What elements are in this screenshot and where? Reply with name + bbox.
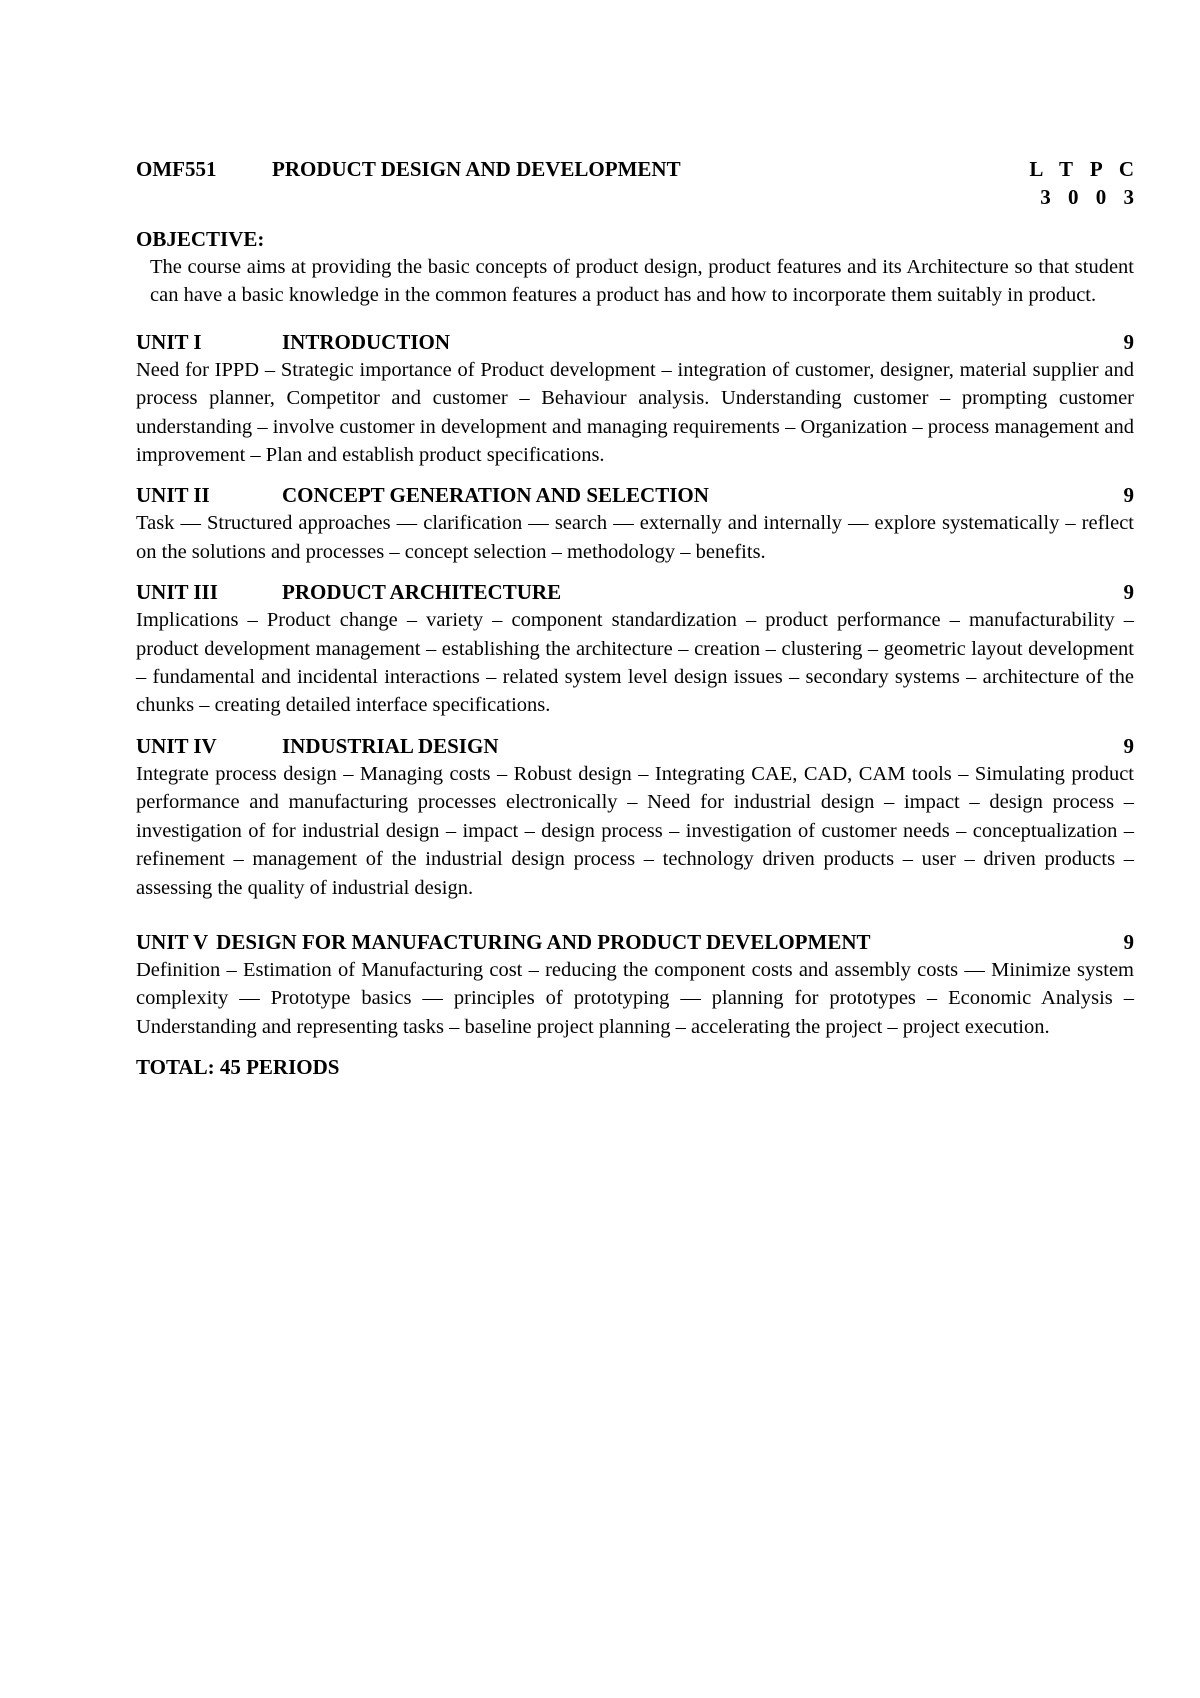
unit-body: Implications – Product change – variety – component standardization – product performance – manufacturability – product development management – establishing the architecture – creation – clustering – geometric layout development – fundamental and incidental interactions – related system level design issues – secondary systems – architecture of the chunks – creating detailed interface specifications. (136, 609, 1134, 717)
unit-section-3 (136, 578, 1134, 720)
course-header (136, 155, 1140, 183)
unit-hours: 9 (1123, 929, 1134, 954)
unit-section-5 (136, 928, 1134, 1041)
unit-title: CONCEPT GENERATION AND SELECTION (282, 483, 709, 508)
unit-number: UNIT III (136, 580, 218, 605)
unit-title: PRODUCT ARCHITECTURE (282, 580, 562, 605)
unit-section-4 (136, 732, 1134, 902)
unit-header (136, 481, 1134, 509)
objective-text: The course aims at providing the basic concepts of product design, product features and its Architecture so that student can have a basic knowledge in the common features a product has and how to incorporate them suitably in product. (150, 256, 1134, 307)
unit-number: UNIT IV (136, 733, 217, 758)
objective-heading: OBJECTIVE: (136, 227, 265, 251)
unit-hours: 9 (1123, 483, 1134, 508)
unit-title: INTRODUCTION (282, 329, 451, 354)
unit-header (136, 928, 1134, 956)
unit-number: UNIT II (136, 483, 210, 508)
unit-hours: 9 (1123, 329, 1134, 354)
unit-number: UNIT V (136, 929, 209, 954)
unit-header (136, 578, 1134, 606)
unit-title: DESIGN FOR MANUFACTURING AND PRODUCT DEVELOPMENT (216, 929, 871, 954)
course-code: OMF551 (136, 157, 217, 181)
ltpc-labels: L T P C (1029, 157, 1140, 181)
unit-hours: 9 (1123, 580, 1134, 605)
unit-body: Integrate process design – Managing costs – Robust design – Integrating CAE, CAD, CAM tools – Simulating product performance and manufacturing processes electronically – Need for industrial design – impact – design process – investigation of for industrial design – impact – design process – investigation of customer needs – conceptualization – refinement – management of the industrial design process – technology driven products – user – driven products – assessing the quality of industrial design. (136, 762, 1134, 899)
syllabus-page (136, 155, 1140, 1081)
unit-body: Need for IPPD – Strategic importance of Product development – integration of customer, designer, material supplier and process planner, Competitor and customer – Behaviour analysis. Understanding customer – prompting customer understanding – involve customer in development and managing requirements – Organization – process management and improvement – Plan and establish product specifications. (136, 358, 1134, 467)
unit-header (136, 328, 1134, 356)
unit-body: Definition – Estimation of Manufacturing cost – reducing the component costs and assembly costs — Minimize system complexity — Prototype basics — principles of prototyping — planning for prototypes – Economic Analysis – Understanding and representing tasks – baseline project planning – accelerating the project – project execution. (136, 958, 1134, 1038)
unit-title: INDUSTRIAL DESIGN (282, 733, 499, 758)
unit-number: UNIT I (136, 329, 202, 354)
total-periods: TOTAL: 45 PERIODS (136, 1055, 340, 1080)
unit-header (136, 732, 1134, 760)
ltpc-values: 3 0 0 3 (1040, 185, 1140, 209)
unit-hours: 9 (1123, 733, 1134, 758)
unit-body: Task — Structured approaches — clarification — search — externally and internally — explore systematically – reflect on the solutions and processes – concept selection – methodology – benefits. (136, 512, 1134, 563)
unit-section-1 (136, 328, 1134, 470)
unit-section-2 (136, 481, 1134, 566)
course-title: PRODUCT DESIGN AND DEVELOPMENT (272, 157, 681, 181)
